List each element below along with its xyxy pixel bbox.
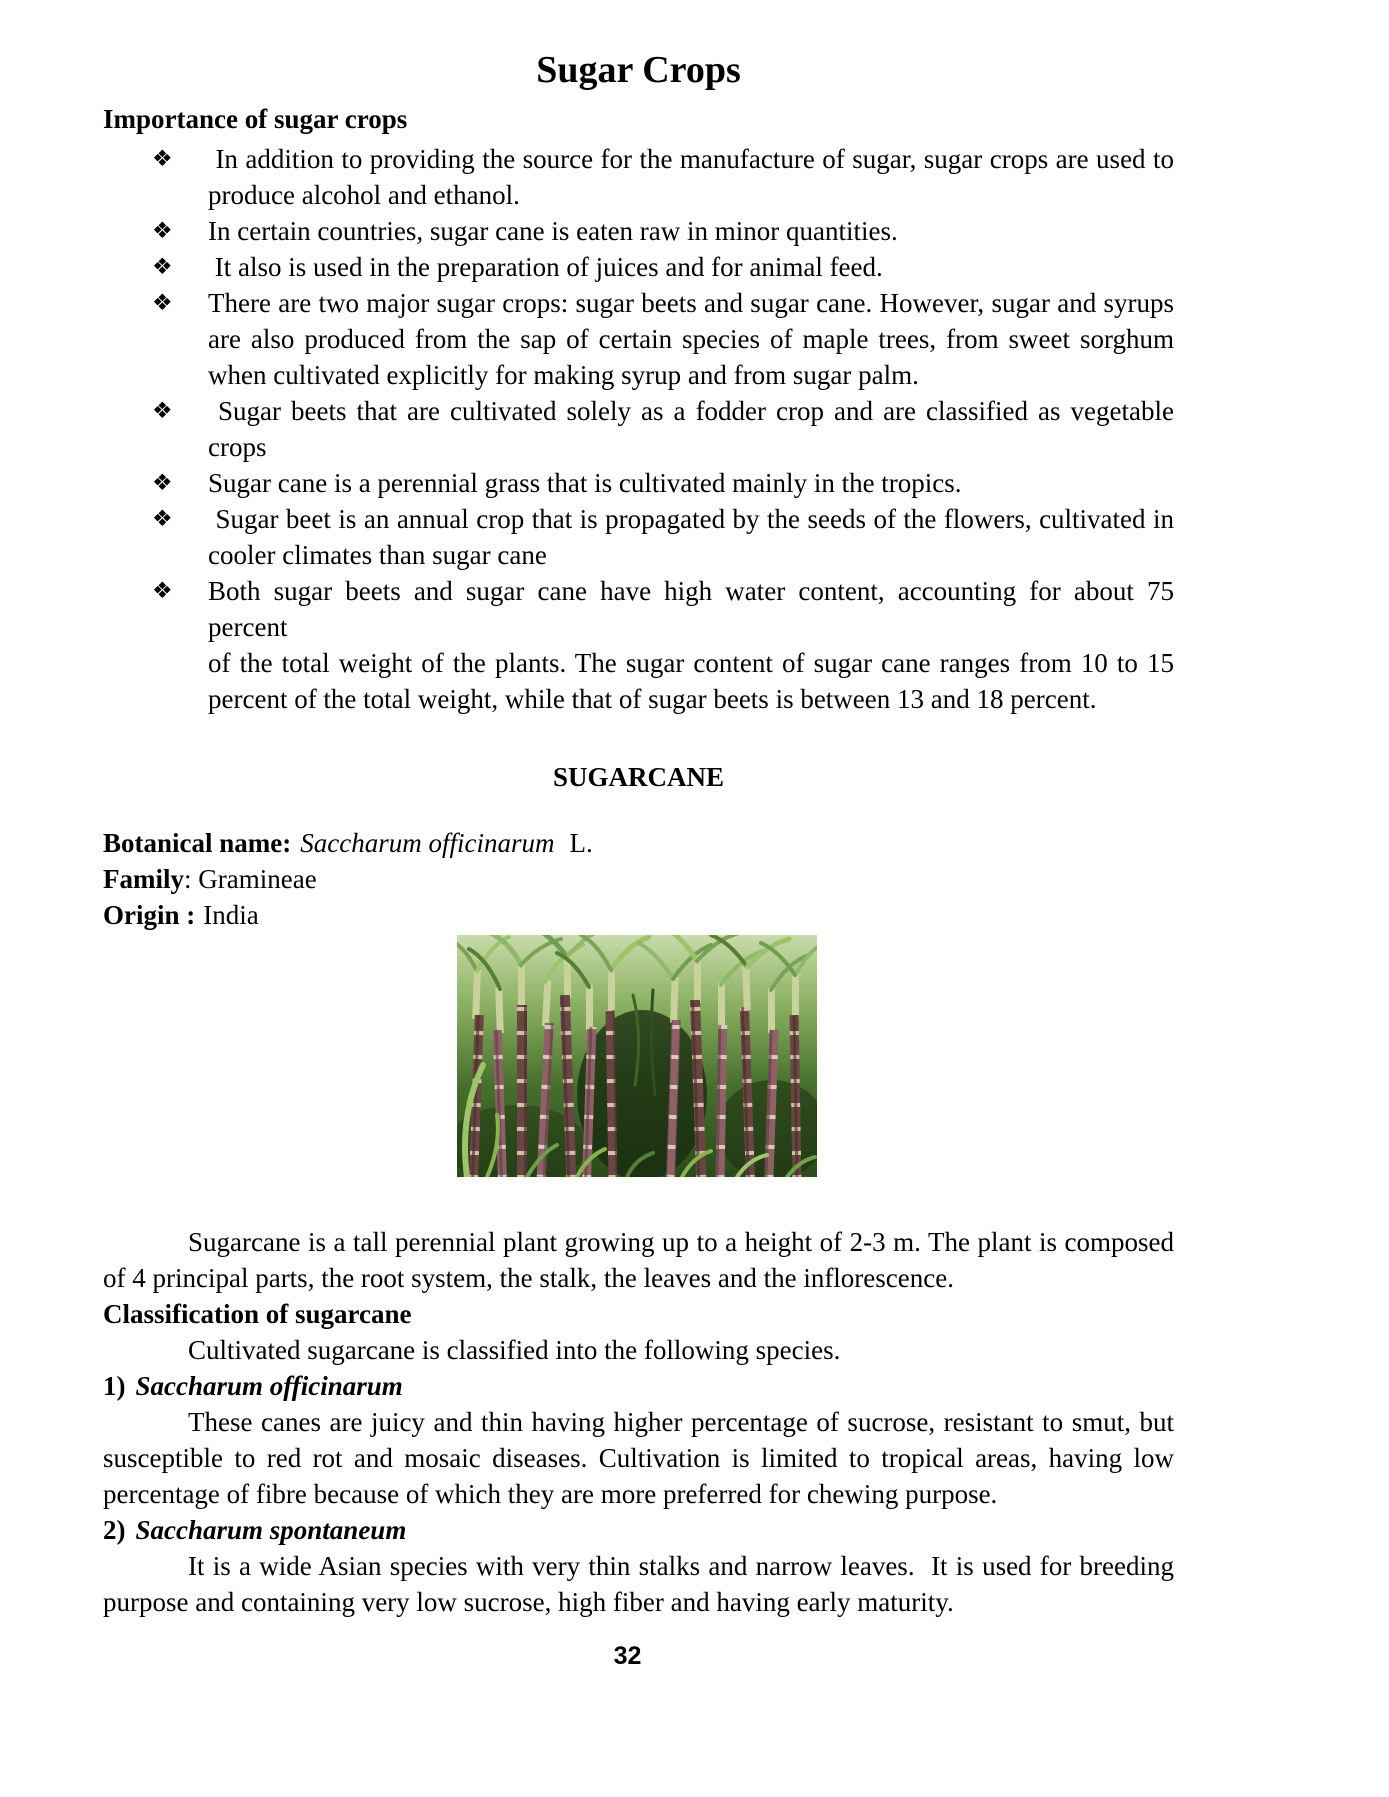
diamond-bullet-icon: ❖ [152,218,173,243]
classification-heading: Classification of sugarcane [103,1299,412,1329]
paragraph-line: of 4 principal parts, the root system, the stalk, the leaves and the inflorescence. [103,1263,954,1293]
list-item-line: produce alcohol and ethanol. [208,180,520,210]
origin-line [103,897,1174,933]
list-item [103,285,1174,393]
list-item-line: cooler climates than sugar cane [208,540,547,570]
list-item-line: In certain countries, sugar cane is eaten raw in minor quantities. [208,216,898,246]
paragraph-line: These canes are juicy and thin having higher percentage of sucrose, resistant to smut, but [188,1407,1174,1437]
diamond-bullet-icon: ❖ [152,398,173,423]
diamond-bullet-icon: ❖ [152,470,173,495]
list-item-line: percent of the total weight, while that of sugar beets is between 13 and 18 percent. [208,684,1097,714]
sugarcane-heading: SUGARCANE [552,762,725,792]
origin-value: India [203,900,259,930]
diamond-bullet-icon: ❖ [152,506,173,531]
species-2-number: 2) [103,1515,126,1545]
sugarcane-description [103,1224,1174,1296]
list-item-line: Sugar cane is a perennial grass that is cultivated mainly in the tropics. [208,468,962,498]
species-2-heading [103,1512,1174,1548]
list-item [103,465,1174,501]
botanical-species: Saccharum officinarum [300,828,555,858]
page-content [103,49,1174,1671]
page-title: Sugar Crops [536,49,741,91]
family-label: Family [103,864,184,894]
species-2-name: Saccharum spontaneum [135,1515,407,1545]
paragraph-line: percentage of fibre because of which they are more preferred for chewing purpose. [103,1479,998,1509]
paragraph-line: Cultivated sugarcane is classified into the following species. [188,1335,841,1365]
species-1-description [103,1404,1174,1512]
list-item-line: In addition to providing the source for the manufacture of sugar, sugar crops are used to [208,144,1174,174]
list-item [103,573,1174,717]
list-item [103,501,1174,573]
paragraph-line: purpose and containing very low sucrose, high fiber and having early maturity. [103,1587,954,1617]
family-line [103,861,1174,897]
page-number: 32 [613,1642,642,1670]
list-item [103,213,1174,249]
sugarcane-field-photo [457,935,817,1177]
list-item [103,249,1174,285]
list-item-line: when cultivated explicitly for making syrup and from sugar palm. [208,360,919,390]
diamond-bullet-icon: ❖ [152,290,173,315]
diamond-bullet-icon: ❖ [152,578,173,603]
list-item [103,141,1174,213]
list-item-line: Both sugar beets and sugar cane have high water content, accounting for about 75 percent [208,576,1174,642]
paragraph-line: It is a wide Asian species with very thin stalks and narrow leaves. It is used for breeding [188,1551,1174,1581]
list-item-line: are also produced from the sap of certain species of maple trees, from sweet sorghum [208,324,1174,354]
species-2-description [103,1548,1174,1620]
paragraph-line: susceptible to red rot and mosaic diseases. Cultivation is limited to tropical areas, having low [103,1443,1174,1473]
classification-intro [103,1332,1174,1368]
list-item-line: It also is used in the preparation of juices and for animal feed. [208,252,883,282]
list-item-line: of the total weight of the plants. The sugar content of sugar cane ranges from 10 to 15 [208,648,1174,678]
botanical-authority: L. [569,828,593,858]
botanical-name-label: Botanical name: [103,828,292,858]
paragraph-line: Sugarcane is a tall perennial plant growing up to a height of 2-3 m. The plant is composed [188,1227,1174,1257]
species-1-name: Saccharum officinarum [135,1371,403,1401]
list-item-line: crops [208,432,267,462]
family-value: : Gramineae [184,864,317,894]
origin-label: Origin : [103,900,196,930]
list-item [103,393,1174,465]
botanical-name-line [103,825,1174,861]
diamond-bullet-icon: ❖ [152,254,173,279]
list-item-line: There are two major sugar crops: sugar beets and sugar cane. However, sugar and syrups [208,288,1174,318]
importance-heading: Importance of sugar crops [103,104,408,134]
list-item-line: Sugar beet is an annual crop that is propagated by the seeds of the flowers, cultivated in [208,504,1174,534]
list-item-line: Sugar beets that are cultivated solely as a fodder crop and are classified as vegetable [208,396,1174,426]
species-1-number: 1) [103,1371,126,1401]
diamond-bullet-icon: ❖ [152,146,173,171]
sugarcane-field-illustration [457,935,817,1177]
importance-list [103,141,1174,717]
species-1-heading [103,1368,1174,1404]
